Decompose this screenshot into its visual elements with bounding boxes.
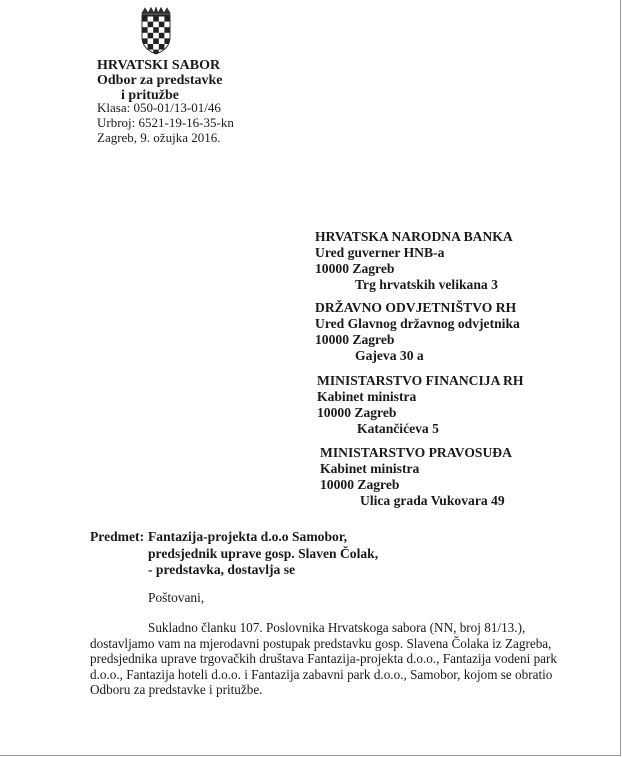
recipient-office: Ured guverner HNB-a: [315, 245, 445, 260]
recipient-name: MINISTARSTVO PRAVOSUĐA: [320, 445, 512, 460]
body-line: dostavljamo vam na mjerodavni postupak predstavku gosp. Slavena Čolaka iz Zagreba,: [90, 635, 552, 651]
recipient-address: [317, 373, 523, 437]
klasa-number: Klasa: 050-01/13-01/46: [97, 100, 221, 115]
recipient-name: HRVATSKA NARODNA BANKA: [315, 229, 513, 244]
recipient-street: Trg hrvatskih velikana 3: [355, 277, 498, 292]
subject-line1: Fantazija-projekta d.o.o Samobor,: [148, 529, 348, 544]
body-paragraph: [90, 620, 558, 698]
subject-line3: - predstavka, dostavlja se: [148, 562, 296, 577]
sender-block: [97, 57, 223, 102]
institution-name: HRVATSKI SABOR: [97, 58, 221, 73]
coat-of-arms-icon: [138, 7, 174, 55]
urbroj-number: Urbroj: 6521-19-16-35-kn: [97, 115, 234, 130]
recipient-city: 10000 Zagreb: [320, 477, 400, 492]
recipient-office: Kabinet ministra: [320, 461, 420, 476]
place-date: Zagreb, 9. ožujka 2016.: [97, 130, 221, 145]
body-line: Sukladno članku 107. Poslovnika Hrvatskoga sabora (NN, broj 81/13.),: [148, 620, 526, 635]
recipient-city: 10000 Zagreb: [315, 332, 395, 347]
recipient-city: 10000 Zagreb: [317, 405, 397, 420]
committee-name-line1: Odbor za predstavke: [97, 73, 223, 88]
recipient-street: Gajeva 30 a: [355, 348, 424, 363]
recipient-address: [315, 300, 520, 364]
body-line: Odboru za predstavke i pritužbe.: [90, 682, 263, 698]
subject-block: [90, 529, 378, 579]
body-line: d.o.o., Fantazija hoteli d.o.o. i Fantazija zabavni park d.o.o., Samobor, kojom se obratio: [90, 666, 553, 682]
greeting: Poštovani,: [148, 590, 205, 605]
recipient-name: DRŽAVNO ODVJETNIŠTVO RH: [315, 300, 517, 315]
subject-line2: predsjednik uprave gosp. Slaven Čolak,: [148, 545, 379, 561]
recipient-name: MINISTARSTVO FINANCIJA RH: [317, 373, 524, 388]
recipient-street: Katančićeva 5: [357, 421, 439, 436]
reference-block: [97, 100, 234, 145]
recipient-city: 10000 Zagreb: [315, 261, 395, 276]
subject-label: Predmet:: [90, 529, 145, 544]
committee-name-line2: i pritužbe: [121, 88, 179, 103]
recipient-address: [315, 229, 513, 293]
body-line: predsjednika uprave trgovačkih društava Fantazija-projekta d.o.o., Fantazija vodeni park: [90, 651, 558, 667]
recipient-street: Ulica grada Vukovara 49: [360, 493, 505, 508]
recipient-office: Kabinet ministra: [317, 389, 417, 404]
recipient-address: [320, 445, 512, 509]
recipient-office: Ured Glavnog državnog odvjetnika: [315, 316, 520, 331]
